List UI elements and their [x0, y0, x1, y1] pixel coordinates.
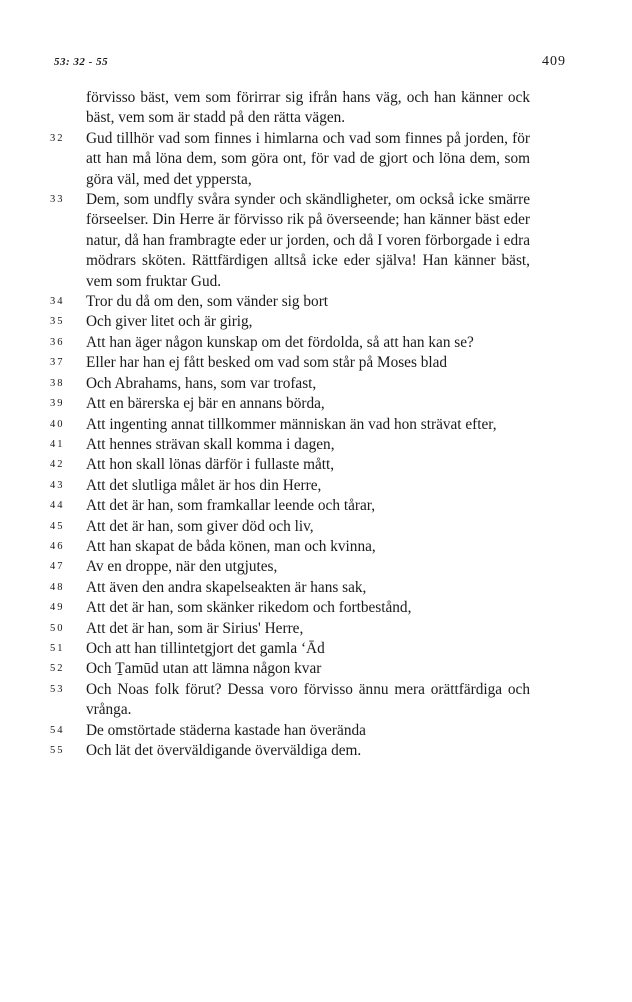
verse-line-text: Och lät det överväldigande överväldiga dem.	[86, 742, 362, 759]
verse-number: 46	[50, 540, 65, 552]
verse-number: 35	[50, 316, 65, 328]
verse-number: 38	[50, 377, 65, 389]
verse-paragraph	[50, 639, 530, 659]
verse-number: 51	[50, 642, 65, 654]
verse-number: 50	[50, 622, 65, 634]
verse-number: 43	[50, 479, 65, 491]
verse-paragraph	[50, 292, 530, 312]
page-header	[54, 54, 578, 76]
verse-line-text: Att en bärerska ej bär en annans börda,	[86, 395, 325, 413]
verse-number: 41	[50, 438, 65, 450]
verse-line-text: De omstörtade städerna kastade han överända	[86, 721, 366, 739]
verse-number: 33	[50, 194, 65, 206]
verse-line-text: Att hennes strävan skall komma i dagen,	[86, 435, 335, 453]
verse-paragraph	[50, 598, 530, 618]
verse-paragraph	[50, 517, 530, 537]
verse-number: 52	[50, 663, 65, 675]
verse-line-text: Att det är han, som skänker rikedom och fortbestånd,	[86, 599, 412, 617]
verse-line-text: Att han skapat de båda könen, man och kvinna,	[86, 537, 376, 555]
verse-line-text: Dem, som undfly svåra synder och skändligheter, om också icke smärre förseelser. Din Herre är förvisso rik på överseende; han känner bäst eder natur, då han frambragte eder ur jorden, och då I voren förborgade i edra mödrars sköten. Rättfärdigen alltså icke eder själva! Han känner bäst, vem som fruktar Gud.	[86, 191, 530, 290]
verse-number: 45	[50, 520, 65, 532]
verse-paragraph	[50, 537, 530, 557]
verse-number: 53	[50, 683, 65, 695]
verse-line-text: Att det slutliga målet är hos din Herre,	[86, 476, 322, 494]
verse-paragraph	[50, 741, 530, 761]
verse-number: 48	[50, 581, 65, 593]
verse-paragraph	[50, 496, 530, 516]
verse-line-text: Och Ṯamūd utan att lämna någon kvar	[86, 660, 322, 678]
verse-paragraph	[50, 415, 530, 435]
verse-line-text: Av en droppe, när den utgjutes,	[86, 558, 278, 576]
verse-number: 36	[50, 336, 65, 348]
verse-line-text: Tror du då om den, som vänder sig bort	[86, 293, 329, 311]
verse-paragraph	[50, 435, 530, 455]
verse-paragraph	[50, 557, 530, 577]
verse-number: 44	[50, 500, 65, 512]
verse-number: 37	[50, 357, 65, 369]
verse-line-text: förvisso bäst, vem som förirrar sig ifrån hans väg, och han känner ock bäst, vem som är stadd på den rätta vägen.	[86, 89, 530, 127]
verse-paragraph	[50, 578, 530, 598]
verse-line-text: Att även den andra skapelseakten är hans sak,	[86, 578, 367, 596]
verse-line-text: Att det är han, som är Sirius' Herre,	[86, 619, 304, 637]
verse-line-text: Att det är han, som framkallar leende och tårar,	[86, 497, 376, 515]
verse-paragraph	[50, 476, 530, 496]
verse-paragraph	[50, 721, 530, 741]
verse-line-text: Gud tillhör vad som finnes i himlarna och vad som finnes på jorden, för att han må löna dem, som göra ont, för vad de gjort och löna dem, som göra väl, med det yppersta,	[86, 129, 530, 188]
chapter-verse-reference: 53: 32 - 55	[54, 56, 109, 68]
verse-paragraph	[50, 312, 530, 332]
verse-paragraph	[50, 129, 530, 190]
verse-number: 34	[50, 296, 65, 308]
verse-paragraph	[50, 333, 530, 353]
verse-line-text: Att hon skall lönas därför i fullaste mått,	[86, 456, 335, 474]
verse-line-text: Och Noas folk förut? Dessa voro förvisso ännu mera orättfärdiga och vrånga.	[86, 680, 530, 719]
verse-number: 54	[50, 724, 65, 736]
verse-paragraph	[50, 353, 530, 373]
verse-number: 39	[50, 398, 65, 410]
verse-paragraph	[50, 88, 530, 129]
verse-line-text: Och att han tillintetgjort det gamla ‘Ād	[86, 639, 325, 657]
verse-line-text: Och giver litet och är girig,	[86, 313, 253, 331]
verse-paragraph	[50, 619, 530, 639]
verse-number: 49	[50, 602, 65, 614]
verse-number: 32	[50, 132, 65, 144]
verse-paragraph	[50, 659, 530, 679]
verse-number: 47	[50, 561, 65, 573]
verse-number: 42	[50, 459, 65, 471]
verse-paragraph	[50, 374, 530, 394]
verse-number: 55	[50, 745, 65, 756]
verse-line-text: Och Abrahams, hans, som var trofast,	[86, 374, 317, 392]
verse-paragraph	[50, 455, 530, 475]
verse-line-text: Att han äger någon kunskap om det fördolda, så att han kan se?	[86, 333, 474, 351]
verse-paragraph	[50, 394, 530, 414]
verse-text-body	[50, 88, 530, 761]
verse-paragraph	[50, 190, 530, 292]
verse-line-text: Att ingenting annat tillkommer människan än vad hon strävat efter,	[86, 415, 497, 433]
page-number: 409	[542, 54, 566, 69]
verse-line-text: Att det är han, som giver död och liv,	[86, 517, 314, 535]
verse-line-text: Eller har han ej fått besked om vad som står på Moses blad	[86, 354, 448, 372]
verse-paragraph	[50, 680, 530, 721]
verse-number: 40	[50, 418, 65, 430]
